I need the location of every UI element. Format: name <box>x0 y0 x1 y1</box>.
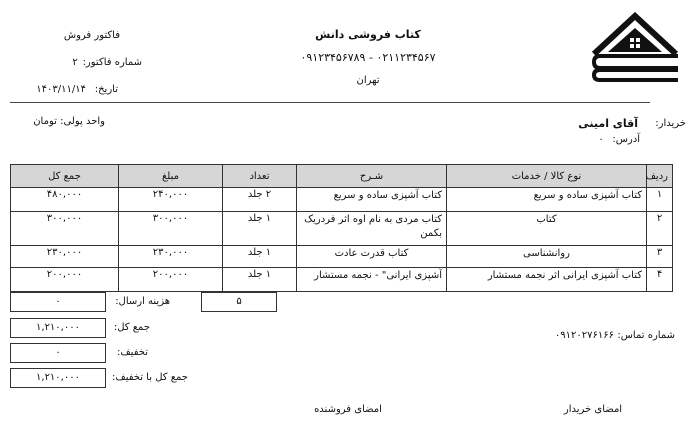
header-description: شـرح <box>297 165 447 188</box>
seller-signature-label: امضای فروشنده <box>314 404 382 415</box>
header-quantity: تعداد <box>223 165 297 188</box>
invoice-number: ۲ <box>72 57 78 68</box>
shelf-house-logo <box>590 12 680 82</box>
header-type: نوع کالا / خدمات <box>447 165 647 188</box>
row-number: ۴ <box>647 268 673 292</box>
row-type: کتاب آشپزی ایرانی اثر نجمه مستشار <box>447 268 647 292</box>
final-total-label: جمع کل با تخفیف: <box>111 372 188 383</box>
row-type: روانشناسی <box>447 246 647 268</box>
invoice-date-label: تاریخ: <box>94 84 118 95</box>
row-total: ۴۸۰,۰۰۰ <box>11 188 119 212</box>
currency-note: واحد پولی: تومان <box>33 116 105 127</box>
contact-number: ۰۹۱۲۰۲۷۶۱۶۶ <box>554 330 614 341</box>
final-total-value: ۱,۲۱۰,۰۰۰ <box>10 368 106 388</box>
invoice-number-label: شماره فاکتور: <box>82 57 142 68</box>
buyer-label: خریدار: <box>655 118 686 129</box>
row-price: ۲۴۰,۰۰۰ <box>119 188 223 212</box>
discount-label: تخفیف: <box>116 347 148 358</box>
buyer-address-label: آدرس: <box>612 134 640 145</box>
items-table <box>10 164 673 292</box>
row-total: ۳۰۰,۰۰۰ <box>11 212 119 246</box>
invoice-date: ۱۴۰۳/۱۱/۱۴ <box>36 84 86 95</box>
header-row-number: ردیف <box>647 165 673 188</box>
row-price: ۲۳۰,۰۰۰ <box>119 246 223 268</box>
table-header-row <box>11 165 673 188</box>
shop-city: تهران <box>356 75 380 86</box>
table-row <box>11 246 673 268</box>
shipping-label: هزینه ارسال: <box>115 296 170 307</box>
table-row <box>11 188 673 212</box>
shop-name: کتاب فروشی دانش <box>315 28 421 41</box>
table-row <box>11 212 673 246</box>
grand-total-label: جمع کل: <box>113 322 150 333</box>
row-total: ۲۰۰,۰۰۰ <box>11 268 119 292</box>
row-price: ۲۰۰,۰۰۰ <box>119 268 223 292</box>
header-price: مبلغ <box>119 165 223 188</box>
table-row <box>11 268 673 292</box>
grand-total-value: ۱,۲۱۰,۰۰۰ <box>10 318 106 338</box>
row-number: ۳ <box>647 246 673 268</box>
row-description: آشپزی ایرانی" - نجمه مستشار <box>297 268 447 292</box>
row-quantity: ۱ جلد <box>223 246 297 268</box>
row-quantity: ۲ جلد <box>223 188 297 212</box>
header-total: جمع کل <box>11 165 119 188</box>
header-divider <box>10 102 650 103</box>
row-description: کتاب آشپزی ساده و سریع <box>297 188 447 212</box>
shop-phones: ۰۲۱۱۲۳۴۵۶۷ - ۰۹۱۲۳۴۵۶۷۸۹ <box>300 51 436 64</box>
shipping-value: ۰ <box>10 292 106 312</box>
row-type: کتاب آشپزی ساده و سریع <box>447 188 647 212</box>
row-number: ۱ <box>647 188 673 212</box>
row-description: کتاب قدرت عادت <box>297 246 447 268</box>
buyer-signature-label: امضای خریدار <box>563 404 623 415</box>
row-number: ۲ <box>647 212 673 246</box>
discount-value: ۰ <box>10 343 106 363</box>
contact-label: شماره تماس: <box>617 330 675 341</box>
quantity-total: ۵ <box>201 292 277 312</box>
row-quantity: ۱ جلد <box>223 212 297 246</box>
row-description: کتاب مردی به نام اوه اثر فردریک بکمن <box>297 212 447 246</box>
buyer-name: آقای امینی <box>578 117 638 130</box>
row-price: ۳۰۰,۰۰۰ <box>119 212 223 246</box>
invoice-title: فاکتور فروش <box>63 30 120 41</box>
row-type: کتاب <box>447 212 647 246</box>
buyer-address: ۰ <box>598 134 604 145</box>
row-quantity: ۱ جلد <box>223 268 297 292</box>
row-total: ۲۳۰,۰۰۰ <box>11 246 119 268</box>
